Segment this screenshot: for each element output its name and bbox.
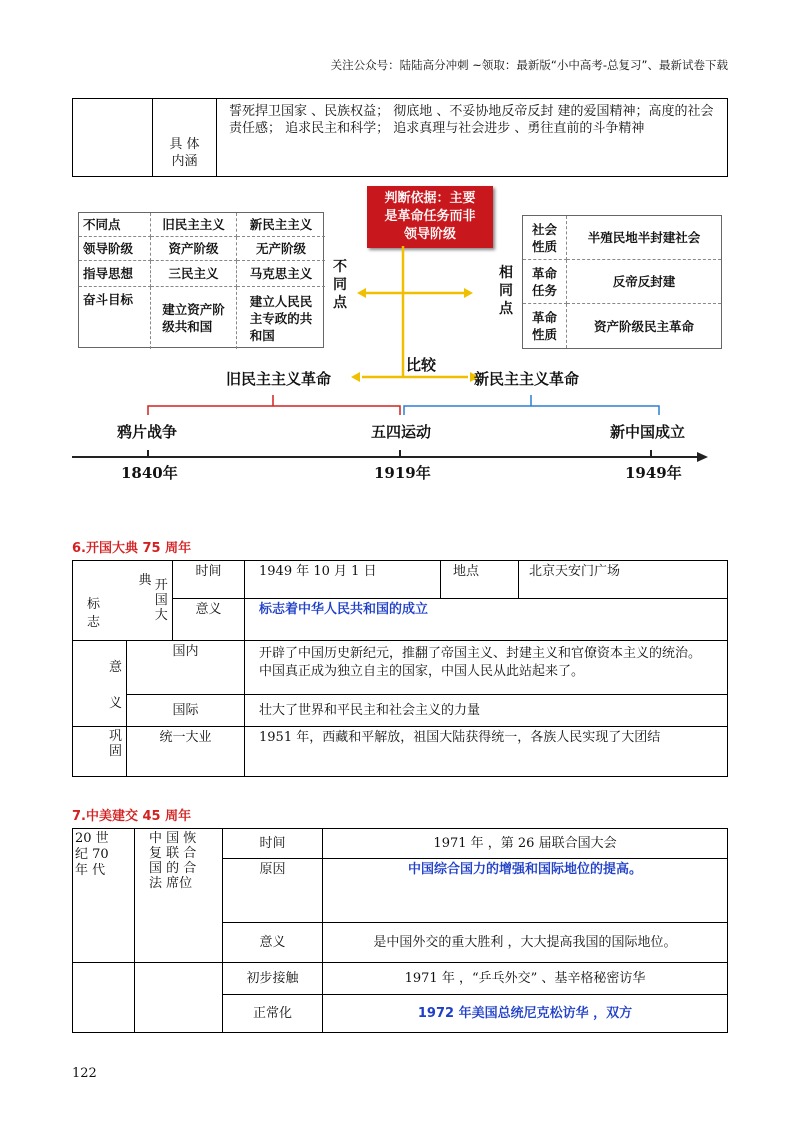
diff-cell-3-0: 奋斗目标	[79, 287, 151, 349]
sino-us-table	[72, 828, 728, 1033]
domestic-value: 开辟了中国历史新纪元，推翻了帝国主义、封建主义和官僚资本主义的统治。中国真正成为独立自主的国家，中国人民从此站起来了。	[245, 641, 728, 695]
time-label: 时间	[173, 561, 245, 599]
event-may-fourth: 五四运动	[371, 423, 432, 441]
normal-value: 1972 年美国总统尼克松访华 ，双方	[323, 995, 728, 1033]
event-prc-founding: 新中国成立	[610, 423, 686, 441]
diff-cell-1-0: 领导阶级	[79, 237, 151, 261]
old-revolution-label: 旧民主主义革命	[226, 370, 332, 388]
new-revolution-bracket	[404, 406, 659, 415]
event-opium-war: 鸦片战争	[117, 423, 178, 441]
diff-cell-2-0: 指导思想	[79, 261, 151, 287]
era-label: 20 世 纪 70 年 代	[73, 829, 135, 963]
unify-label: 统一大业	[127, 727, 245, 777]
blank-cell	[135, 963, 223, 1033]
founding-ceremony-table	[72, 560, 728, 777]
kaiguo-dadian	[138, 561, 173, 641]
year-1919: 1919年	[374, 464, 431, 482]
same-cell-0-1: 半殖民地半封建社会	[567, 216, 721, 260]
judgement-basis-box: 判断依据：主要 是革命任务而非 领导阶级	[367, 186, 493, 248]
page-header: 关注公众号：陆陆高分冲刺 ~领取：最新版“小中高考-总复习”、最新试卷下载	[330, 58, 728, 72]
diff-cell-3-1: 建立资产阶 级共和国	[151, 287, 237, 349]
unify-value: 1951 年，西藏和平解放，祖国大陆获得统一，各族人民实现了大团结	[245, 727, 728, 777]
year-1840: 1840年	[121, 464, 178, 482]
intl-label: 国际	[127, 695, 245, 727]
time-value: 1971 年 ，第 26 届联合国大会	[323, 829, 728, 859]
same-cell-1-0: 革命 任务	[523, 260, 567, 304]
same-cell-2-0: 革命 性质	[523, 304, 567, 348]
diff-cell-2-2: 马克思主义	[237, 261, 325, 287]
contact-label: 初步接触	[223, 963, 323, 995]
biaozhi-label: 标 志	[73, 561, 151, 641]
meaning-label: 意义	[223, 923, 323, 963]
time-label: 时间	[223, 829, 323, 859]
difference-label: 不 同 点	[333, 259, 347, 311]
time-value: 1949 年 10 月 1 日	[245, 561, 441, 599]
same-cell-1-1: 反帝反封建	[567, 260, 721, 304]
same-cell-0-0: 社会 性质	[523, 216, 567, 260]
contact-value: 1971 年 ，“乒乓外交” 、基辛格秘密访华	[323, 963, 728, 995]
section-6-title: 6.开国大典 75 周年	[72, 541, 192, 556]
domestic-label: 国内	[127, 641, 245, 695]
blank-cell	[73, 963, 135, 1033]
restore-seat-label: 中 国 恢 复 联 合 国 的 合 法 席位	[135, 829, 223, 963]
old-revolution-bracket	[148, 406, 400, 415]
same-cell-2-1: 资产阶级民主革命	[593, 318, 694, 334]
meaning-value: 是中国外交的重大胜利 ，大大提高我国的国际地位。	[323, 923, 728, 963]
place-label: 地点	[441, 561, 519, 599]
diff-cell-3-2: 建立人民民 主专政的共 和国	[249, 293, 313, 343]
place-value: 北京天安门广场	[519, 561, 728, 599]
yiyi-label: 意 义	[73, 641, 127, 727]
label-cell: 具 体 内涵	[153, 99, 217, 177]
year-1949: 1949年	[625, 464, 682, 482]
section-7-title: 7.中美建交 45 周年	[72, 809, 192, 824]
reason-value: 中国综合国力的增强和国际地位的提高。	[323, 859, 728, 923]
content-cell: 誓死捍卫国家 、民族权益； 彻底地 、不妥协地反帝反封 建的爱国精神；高度的社会责任感； 追求民主和科学； 追求真理与社会进步 、勇往直前的斗争精神	[217, 99, 728, 177]
meaning-value: 标志着中华人民共和国的成立	[245, 598, 728, 641]
new-revolution-label: 新民主主义革命	[474, 370, 580, 388]
diff-cell-1-2: 无产阶级	[237, 237, 325, 261]
reason-label: 原因	[223, 859, 323, 923]
diff-cell-0-1: 旧民主主义	[151, 213, 237, 237]
kaiguo-text: 开 国 大	[154, 578, 168, 623]
gonggu-label: 巩 固	[73, 727, 127, 777]
compare-label: 比较	[406, 356, 437, 374]
diff-cell-1-1: 资产阶级	[151, 237, 237, 261]
diff-cell-0-0: 不同点	[79, 213, 151, 237]
intl-value: 壮大了世界和平民主和社会主义的力量	[245, 695, 728, 727]
similarity-label: 相 同 点	[499, 265, 513, 317]
dian-text: 典	[138, 573, 152, 588]
normal-label: 正常化	[223, 995, 323, 1033]
page-number: 122	[72, 1066, 97, 1081]
diff-cell-2-1: 三民主义	[151, 261, 237, 287]
meaning-label: 意义	[173, 598, 245, 641]
diff-cell-0-2: 新民主主义	[237, 213, 325, 237]
